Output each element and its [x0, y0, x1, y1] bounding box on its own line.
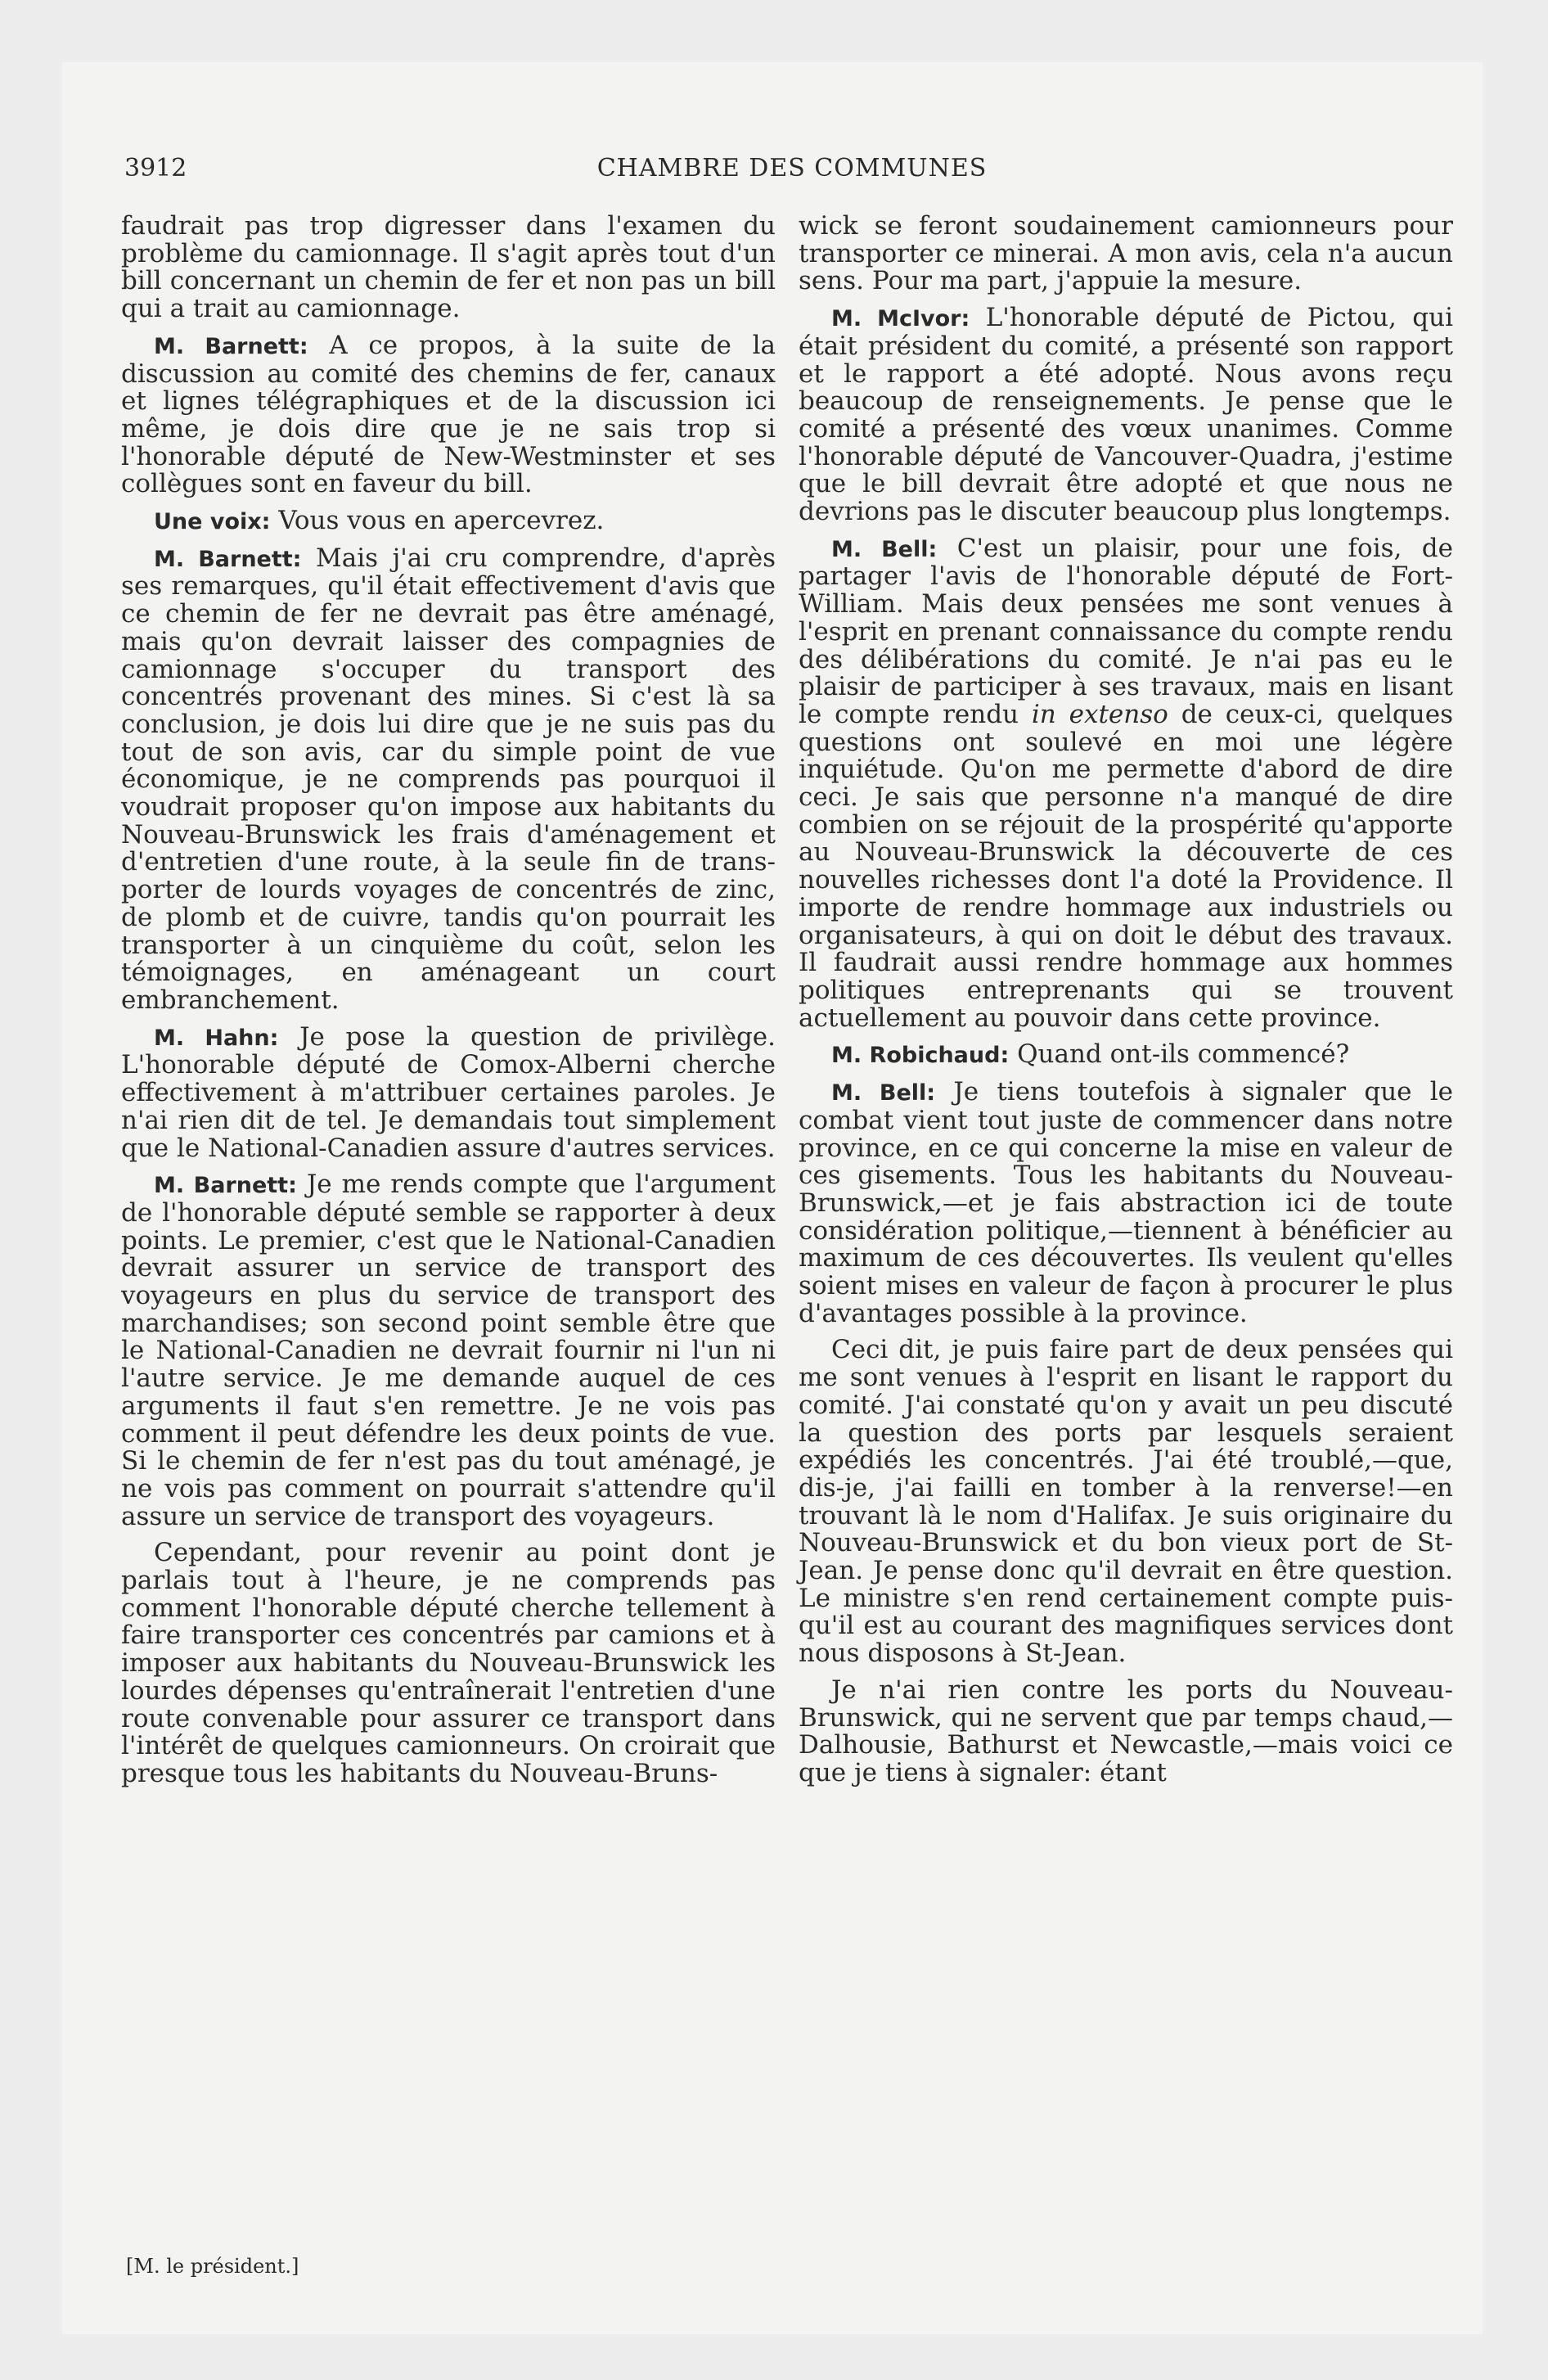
speaker-name: M. Barnett:	[154, 333, 308, 359]
speaker-name: M. Barnett:	[154, 1173, 297, 1199]
paragraph: Cependant, pour revenir au point dont je parlais tout à l'heure, je ne comprends pas comment l'honorable député cherche tellement à faire transporter ces concentrés par camions et à imposer aux habitants du Nouveau-Brunswick les lourdes dépenses qu'entraînerait l'entretien d'une route convenable pour assurer ce transport dans l'intérêt de quelques camionneurs. On croirait que presque tous les habitants du Nouveau-Bruns-	[121, 1538, 776, 1788]
paragraph: M. Hahn: Je pose la question de privilège. L'honorable député de Comox-Alberni cherche effectivement à m'attribuer certaines paroles. Je n'ai rien dit de tel. Je demandais tout simplement que le National-Canadien assure d'autres services.	[121, 1021, 776, 1163]
italic-term: in extenso	[1031, 699, 1168, 729]
paragraph: M. Bell: Je tiens toutefois à signaler que le combat vient tout juste de commencer dans notre province, en ce qui concerne la mise en valeur de ces gisements. Tous les habitants du Nouveau-Brunswick,—et je fais abstraction ici de toute considération politique,—tiennent à bénéficier au maximum de ces découvertes. Ils veulent qu'elles soient mises en valeur de façon à procurer le plus d'avantages possible à la province.	[799, 1077, 1453, 1328]
speaker-name: M. Hahn:	[154, 1025, 279, 1051]
speaker-name: M. Bell:	[831, 1080, 936, 1107]
paragraph: Ceci dit, je puis faire part de deux pensées qui me sont venues à l'esprit en lisant le rapport du comité. J'ai constaté qu'on y avait un peu discuté la question des ports par lesquels seraient expédiés les concentrés. J'ai été troublé,—que, dis-je, j'ai failli en tomber à la renverse!—en trouvant là le nom d'Halifax. Je suis originaire du Nouveau-Brunswick et du bon vieux port de St-Jean. Je pense donc qu'il devrait en être question. Le ministre s'en rend certainement compte puisqu'il est au courant des magnifiques services dont nous disposons à St-Jean.	[799, 1335, 1453, 1669]
speaker-name: M. Bell:	[831, 536, 938, 562]
footer-note: [M. le président.]	[126, 2255, 299, 2278]
paragraph: Je n'ai rien contre les ports du Nouveau-Brunswick, qui ne servent que par temps chaud,—Dalhousie, Bathurst et Newcastle,—mais voici ce que je tiens à signaler: étant	[799, 1675, 1453, 1787]
paragraph: M. Bell: C'est un plaisir, pour une fois, de partager l'avis de l'honorable député de Fort-William. Mais deux pensées me sont venues à l'esprit en prenant connaissance du compte rendu des délibérations du comité. Je n'ai pas eu le plaisir de participer à ses travaux, mais en lisant le compte rendu in extenso de ceux-ci, quelques questions ont soulevé en moi une légère inquiétude. Qu'on me permette d'abord de dire ceci. Je sais que personne n'a manqué de dire combien on se réjouit de la prospérité qu'apporte au Nouveau-Brunswick la découverte de ces nouvelles richesses dont l'a doté la Providence. Il importe de rendre hommage aux industriels ou organisateurs, à qui on doit le début des travaux. Il faudrait aussi rendre hommage aux hommes politiques entreprenants qui se trouvent actuellement au pouvoir dans cette province.	[799, 533, 1453, 1033]
paragraph: faudrait pas trop digresser dans l'examen du problème du camionnage. Il s'agit après tout d'un bill concernant un chemin de fer et non pas un bill qui a trait au camionnage.	[121, 211, 776, 324]
running-title: CHAMBRE DES COMMUNES	[596, 154, 988, 183]
speaker-name: M. Barnett:	[154, 546, 302, 572]
paragraph: M. Barnett: Je me rends compte que l'argument de l'honorable député semble se rapporter à deux points. Le premier, c'est que le National-Canadien devrait assurer un service de transport des voyageurs en plus du service de transport des marchandises; son second point semble être que le National-Canadien ne devrait fournir ni l'un ni l'autre service. Je me demande auquel de ces arguments il faut s'en remettre. Je ne vois pas comment il peut défendre les deux points de vue. Si le chemin de fer n'est pas du tout aménagé, je ne vois pas comment on pourrait s'attendre qu'il assure un service de transport des voyageurs.	[121, 1170, 776, 1531]
paragraph: wick se feront soudainement camionneurs pour transporter ce minerai. A mon avis, cela n'a aucun sens. Pour ma part, j'appuie la mesure.	[799, 211, 1453, 296]
page-number: 3912	[124, 154, 187, 183]
paragraph: Une voix: Vous vous en apercevrez.	[154, 506, 605, 536]
paragraph: M. Barnett: A ce propos, à la suite de la discussion au comité des chemins de fer, canaux et lignes télégraphiques et de la discussion ici même, je dois dire que je ne sais trop si l'honorable député de New-Westminster et ses collègues sont en faveur du bill.	[121, 330, 776, 499]
speaker-name: M. McIvor:	[831, 306, 970, 332]
paragraph: M. Robichaud: Quand ont-ils commencé?	[831, 1039, 1350, 1070]
speaker-name: M. Robichaud:	[831, 1043, 1010, 1069]
page-header	[124, 152, 1460, 185]
speaker-name: Une voix:	[154, 509, 271, 535]
paragraph: M. Barnett: Mais j'ai cru comprendre, d'après ses remarques, qu'il était effectivement d'avis que ce chemin de fer ne devrait pas être aménagé, mais qu'on devrait laisser des compagnies de camionnage s'occuper du transport des concentrés provenant des mines. Si c'est là sa conclusion, je dois lui dire que je ne suis pas du tout de son avis, car du simple point de vue économique, je ne comprends pas pourquoi il voudrait proposer qu'on impose aux habitants du Nouveau-Brunswick les frais d'aménagement et d'entretien d'une route, à la seule fin de transporter de lourds voyages de concentrés de zinc, de plomb et de cuivre, tandis qu'on pourrait les transporter à un cinquième du coût, selon les témoignages, en aménageant un court embranchement.	[121, 543, 776, 1015]
right-column	[799, 213, 1453, 1796]
left-column	[121, 213, 776, 1797]
paragraph: M. McIvor: L'honorable député de Pictou, qui était président du comité, a présenté son rapport et le rapport a été adopté. Nous avons reçu beaucoup de renseignements. Je pense que le comité a présenté des vœux unanimes. Comme l'honorable député de Vancouver-Quadra, j'estime que le bill devrait être adopté et que nous ne devrions pas le discuter beaucoup plus longtemps.	[799, 303, 1453, 527]
